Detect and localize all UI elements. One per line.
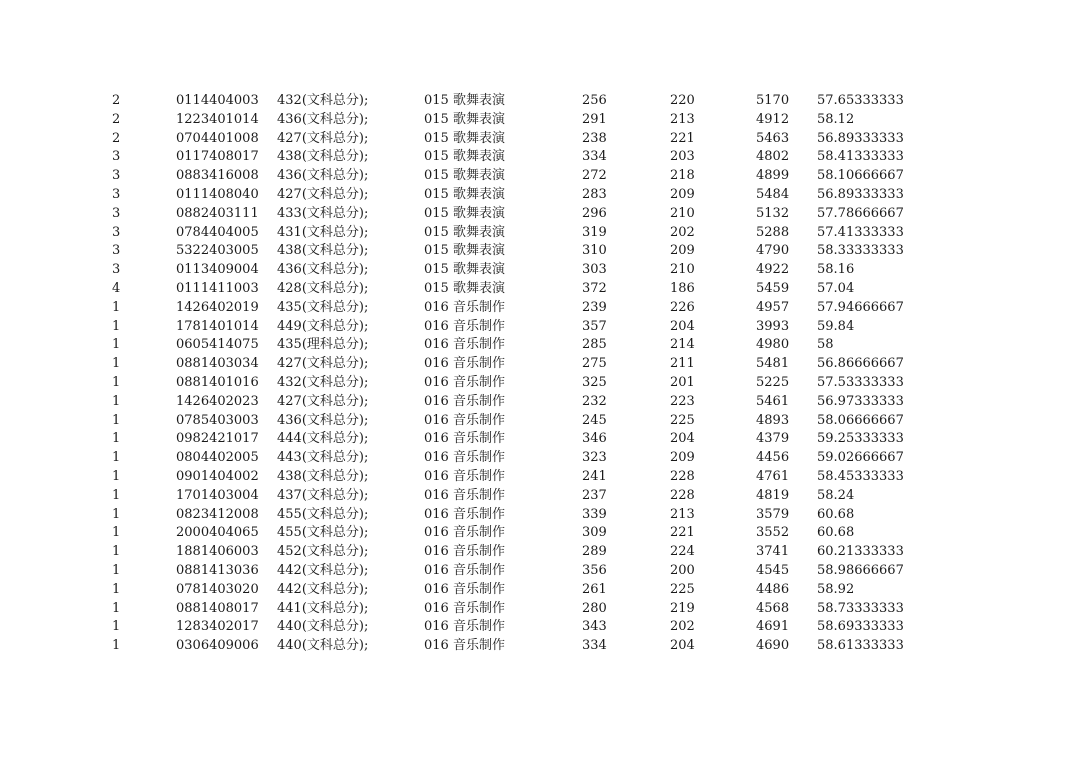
- table-cell: 58.69333333: [817, 619, 904, 635]
- table-row: [0, 186, 1080, 205]
- table-cell: 016 音乐制作: [424, 619, 505, 635]
- table-row: [0, 487, 1080, 506]
- table-cell: 221: [670, 525, 695, 541]
- table-cell: 3: [112, 224, 121, 240]
- table-cell: 58.61333333: [817, 638, 904, 654]
- table-cell: 58.33333333: [817, 243, 904, 259]
- table-row: [0, 430, 1080, 449]
- table-cell: 239: [582, 299, 607, 315]
- table-cell: 0881403034: [176, 356, 259, 372]
- table-cell: 202: [670, 619, 695, 635]
- table-cell: 289: [582, 544, 607, 560]
- table-cell: 1: [112, 544, 121, 560]
- table-cell: 1: [112, 450, 121, 466]
- table-cell: 016 音乐制作: [424, 412, 505, 428]
- table-cell: 60.68: [817, 506, 855, 522]
- table-cell: 224: [670, 544, 695, 560]
- table-cell: 016 音乐制作: [424, 468, 505, 484]
- table-cell: 015 歌舞表演: [424, 280, 505, 296]
- table-cell: 58.73333333: [817, 600, 904, 616]
- table-cell: 214: [670, 337, 695, 353]
- table-cell: 339: [582, 506, 607, 522]
- table-cell: 435(文科总分);: [277, 299, 369, 315]
- table-cell: 0111411003: [176, 280, 259, 296]
- table-cell: 0881413036: [176, 562, 259, 578]
- table-cell: 432(文科总分);: [277, 93, 369, 108]
- table-cell: 1: [112, 525, 121, 541]
- table-cell: 59.25333333: [817, 431, 904, 447]
- table-row: [0, 242, 1080, 261]
- table-cell: 0781403020: [176, 581, 259, 597]
- table-cell: 1: [112, 337, 121, 353]
- table-cell: 016 音乐制作: [424, 299, 505, 315]
- table-cell: 213: [670, 111, 695, 127]
- table-cell: 015 歌舞表演: [424, 93, 505, 108]
- table-row: [0, 280, 1080, 299]
- table-cell: 310: [582, 243, 607, 259]
- table-cell: 2: [112, 111, 121, 127]
- table-cell: 209: [670, 243, 695, 259]
- table-cell: 210: [670, 205, 695, 221]
- table-row: [0, 224, 1080, 243]
- table-cell: 0605414075: [176, 337, 259, 353]
- table-cell: 280: [582, 600, 607, 616]
- table-cell: 58.12: [817, 111, 855, 127]
- table-cell: 438(文科总分);: [277, 243, 369, 259]
- table-cell: 4545: [756, 562, 790, 578]
- table-cell: 435(理科总分);: [277, 337, 369, 353]
- table-cell: 3741: [756, 544, 790, 560]
- table-cell: 016 音乐制作: [424, 544, 505, 560]
- table-cell: 438(文科总分);: [277, 149, 369, 165]
- table-cell: 56.86666667: [817, 356, 904, 372]
- table-cell: 237: [582, 487, 607, 503]
- table-cell: 323: [582, 450, 607, 466]
- table-cell: 372: [582, 280, 607, 296]
- table-cell: 57.41333333: [817, 224, 904, 240]
- table-cell: 58.45333333: [817, 468, 904, 484]
- table-cell: 1: [112, 431, 121, 447]
- table-cell: 0114404003: [176, 93, 259, 108]
- table-cell: 357: [582, 318, 607, 334]
- table-cell: 59.84: [817, 318, 855, 334]
- table-row: [0, 393, 1080, 412]
- table-cell: 016 音乐制作: [424, 638, 505, 654]
- table-cell: 4790: [756, 243, 790, 259]
- table-cell: 309: [582, 525, 607, 541]
- table-cell: 0881408017: [176, 600, 259, 616]
- table-cell: 016 音乐制作: [424, 374, 505, 390]
- table-cell: 5481: [756, 356, 790, 372]
- table-cell: 1: [112, 318, 121, 334]
- table-cell: 226: [670, 299, 695, 315]
- table-cell: 334: [582, 638, 607, 654]
- table-cell: 285: [582, 337, 607, 353]
- table-row: [0, 449, 1080, 468]
- table-cell: 58.10666667: [817, 168, 904, 184]
- table-cell: 1: [112, 562, 121, 578]
- table-row: [0, 468, 1080, 487]
- table-row: [0, 299, 1080, 318]
- table-cell: 1: [112, 393, 121, 409]
- table-cell: 5132: [756, 205, 790, 221]
- table-row: [0, 581, 1080, 600]
- table-cell: 204: [670, 431, 695, 447]
- table-cell: 58.06666667: [817, 412, 904, 428]
- table-cell: 016 音乐制作: [424, 318, 505, 334]
- table-cell: 3552: [756, 525, 790, 541]
- table-cell: 440(文科总分);: [277, 619, 369, 635]
- table-cell: 4802: [756, 149, 790, 165]
- table-cell: 57.53333333: [817, 374, 904, 390]
- table-cell: 015 歌舞表演: [424, 205, 505, 221]
- table-cell: 58.16: [817, 262, 855, 278]
- table-cell: 5225: [756, 374, 790, 390]
- table-cell: 1283402017: [176, 619, 259, 635]
- table-cell: 4957: [756, 299, 790, 315]
- table-cell: 4379: [756, 431, 790, 447]
- table-cell: 2000404065: [176, 525, 259, 541]
- table-cell: 016 音乐制作: [424, 393, 505, 409]
- table-cell: 441(文科总分);: [277, 600, 369, 616]
- table-cell: 1: [112, 487, 121, 503]
- table-cell: 211: [670, 356, 695, 372]
- table-cell: 428(文科总分);: [277, 280, 369, 296]
- table-cell: 2: [112, 93, 121, 108]
- table-cell: 3: [112, 186, 121, 202]
- table-row: [0, 600, 1080, 619]
- table-cell: 232: [582, 393, 607, 409]
- table-cell: 015 歌舞表演: [424, 243, 505, 259]
- table-cell: 343: [582, 619, 607, 635]
- table-cell: 58: [817, 337, 834, 353]
- table-cell: 015 歌舞表演: [424, 262, 505, 278]
- table-cell: 4819: [756, 487, 790, 503]
- score-table: [0, 92, 1080, 656]
- table-cell: 436(文科总分);: [277, 111, 369, 127]
- table-cell: 016 音乐制作: [424, 525, 505, 541]
- table-cell: 436(文科总分);: [277, 262, 369, 278]
- table-cell: 346: [582, 431, 607, 447]
- table-cell: 218: [670, 168, 695, 184]
- table-cell: 57.04: [817, 280, 855, 296]
- table-cell: 4456: [756, 450, 790, 466]
- table-cell: 220: [670, 93, 695, 108]
- table-cell: 261: [582, 581, 607, 597]
- table-cell: 210: [670, 262, 695, 278]
- table-cell: 203: [670, 149, 695, 165]
- table-cell: 4899: [756, 168, 790, 184]
- table-cell: 437(文科总分);: [277, 487, 369, 503]
- table-cell: 221: [670, 130, 695, 146]
- table-row: [0, 205, 1080, 224]
- table-cell: 016 音乐制作: [424, 487, 505, 503]
- table-cell: 204: [670, 638, 695, 654]
- table-cell: 5484: [756, 186, 790, 202]
- table-cell: 334: [582, 149, 607, 165]
- table-cell: 319: [582, 224, 607, 240]
- table-cell: 1: [112, 412, 121, 428]
- table-cell: 1426402019: [176, 299, 259, 315]
- table-row: [0, 524, 1080, 543]
- table-cell: 0804402005: [176, 450, 259, 466]
- table-cell: 56.89333333: [817, 186, 904, 202]
- table-cell: 57.65333333: [817, 93, 904, 108]
- table-cell: 0306409006: [176, 638, 259, 654]
- table-cell: 436(文科总分);: [277, 412, 369, 428]
- table-cell: 5459: [756, 280, 790, 296]
- table-cell: 1: [112, 468, 121, 484]
- table-cell: 442(文科总分);: [277, 581, 369, 597]
- table-cell: 2: [112, 130, 121, 146]
- table-row: [0, 111, 1080, 130]
- table-cell: 225: [670, 581, 695, 597]
- table-cell: 4922: [756, 262, 790, 278]
- table-cell: 016 音乐制作: [424, 506, 505, 522]
- table-cell: 296: [582, 205, 607, 221]
- table-cell: 58.41333333: [817, 149, 904, 165]
- table-cell: 59.02666667: [817, 450, 904, 466]
- table-cell: 016 音乐制作: [424, 562, 505, 578]
- table-row: [0, 336, 1080, 355]
- table-cell: 204: [670, 318, 695, 334]
- table-row: [0, 355, 1080, 374]
- table-cell: 60.68: [817, 525, 855, 541]
- table-cell: 433(文科总分);: [277, 205, 369, 221]
- table-cell: 3993: [756, 318, 790, 334]
- table-cell: 209: [670, 186, 695, 202]
- table-cell: 431(文科总分);: [277, 224, 369, 240]
- table-cell: 5170: [756, 93, 790, 108]
- table-cell: 225: [670, 412, 695, 428]
- table-cell: 1881406003: [176, 544, 259, 560]
- table-cell: 427(文科总分);: [277, 356, 369, 372]
- table-cell: 213: [670, 506, 695, 522]
- table-cell: 325: [582, 374, 607, 390]
- table-cell: 5288: [756, 224, 790, 240]
- table-cell: 58.98666667: [817, 562, 904, 578]
- table-cell: 3: [112, 243, 121, 259]
- table-row: [0, 130, 1080, 149]
- table-cell: 4690: [756, 638, 790, 654]
- table-cell: 4568: [756, 600, 790, 616]
- table-row: [0, 167, 1080, 186]
- table-cell: 241: [582, 468, 607, 484]
- table-cell: 449(文科总分);: [277, 318, 369, 334]
- table-cell: 201: [670, 374, 695, 390]
- table-cell: 256: [582, 93, 607, 108]
- table-cell: 4912: [756, 111, 790, 127]
- table-row: [0, 506, 1080, 525]
- table-cell: 3: [112, 205, 121, 221]
- table-cell: 0882403111: [176, 205, 259, 221]
- table-cell: 444(文科总分);: [277, 431, 369, 447]
- table-cell: 1: [112, 638, 121, 654]
- table-cell: 58.24: [817, 487, 855, 503]
- table-cell: 1: [112, 374, 121, 390]
- table-cell: 1426402023: [176, 393, 259, 409]
- table-cell: 443(文科总分);: [277, 450, 369, 466]
- table-cell: 1: [112, 506, 121, 522]
- table-cell: 438(文科总分);: [277, 468, 369, 484]
- table-cell: 1: [112, 600, 121, 616]
- table-cell: 455(文科总分);: [277, 506, 369, 522]
- table-cell: 0823412008: [176, 506, 259, 522]
- table-cell: 427(文科总分);: [277, 393, 369, 409]
- table-row: [0, 148, 1080, 167]
- table-cell: 291: [582, 111, 607, 127]
- table-cell: 56.97333333: [817, 393, 904, 409]
- table-row: [0, 412, 1080, 431]
- table-cell: 0784404005: [176, 224, 259, 240]
- table-cell: 3579: [756, 506, 790, 522]
- table-cell: 200: [670, 562, 695, 578]
- table-cell: 209: [670, 450, 695, 466]
- table-cell: 016 音乐制作: [424, 431, 505, 447]
- table-cell: 5461: [756, 393, 790, 409]
- table-cell: 4893: [756, 412, 790, 428]
- table-cell: 016 音乐制作: [424, 450, 505, 466]
- table-cell: 202: [670, 224, 695, 240]
- table-cell: 440(文科总分);: [277, 638, 369, 654]
- table-cell: 1: [112, 581, 121, 597]
- table-cell: 4: [112, 280, 121, 296]
- table-cell: 436(文科总分);: [277, 168, 369, 184]
- table-cell: 427(文科总分);: [277, 186, 369, 202]
- table-cell: 0117408017: [176, 149, 259, 165]
- table-cell: 57.94666667: [817, 299, 904, 315]
- table-cell: 427(文科总分);: [277, 130, 369, 146]
- table-row: [0, 562, 1080, 581]
- table-cell: 4486: [756, 581, 790, 597]
- table-cell: 442(文科总分);: [277, 562, 369, 578]
- table-cell: 4691: [756, 619, 790, 635]
- table-row: [0, 618, 1080, 637]
- table-row: [0, 637, 1080, 656]
- table-row: [0, 318, 1080, 337]
- table-cell: 015 歌舞表演: [424, 186, 505, 202]
- table-cell: 60.21333333: [817, 544, 904, 560]
- table-cell: 0883416008: [176, 168, 259, 184]
- table-cell: 5322403005: [176, 243, 259, 259]
- table-cell: 0704401008: [176, 130, 259, 146]
- table-cell: 3: [112, 149, 121, 165]
- table-cell: 58.92: [817, 581, 855, 597]
- table-cell: 275: [582, 356, 607, 372]
- table-cell: 1701403004: [176, 487, 259, 503]
- table-cell: 1781401014: [176, 318, 259, 334]
- table-cell: 015 歌舞表演: [424, 168, 505, 184]
- table-cell: 3: [112, 262, 121, 278]
- table-cell: 015 歌舞表演: [424, 224, 505, 240]
- table-cell: 238: [582, 130, 607, 146]
- table-row: [0, 92, 1080, 111]
- table-row: [0, 261, 1080, 280]
- table-cell: 015 歌舞表演: [424, 111, 505, 127]
- table-cell: 4761: [756, 468, 790, 484]
- table-cell: 245: [582, 412, 607, 428]
- table-cell: 016 音乐制作: [424, 356, 505, 372]
- table-cell: 1: [112, 299, 121, 315]
- table-row: [0, 543, 1080, 562]
- table-cell: 356: [582, 562, 607, 578]
- table-cell: 56.89333333: [817, 130, 904, 146]
- table-cell: 283: [582, 186, 607, 202]
- table-cell: 1223401014: [176, 111, 259, 127]
- table-cell: 186: [670, 280, 695, 296]
- table-cell: 0982421017: [176, 431, 259, 447]
- table-cell: 015 歌舞表演: [424, 130, 505, 146]
- table-cell: 303: [582, 262, 607, 278]
- table-cell: 016 音乐制作: [424, 337, 505, 353]
- table-cell: 015 歌舞表演: [424, 149, 505, 165]
- table-cell: 3: [112, 168, 121, 184]
- table-cell: 1: [112, 619, 121, 635]
- table-cell: 219: [670, 600, 695, 616]
- table-cell: 432(文科总分);: [277, 374, 369, 390]
- table-cell: 228: [670, 468, 695, 484]
- table-cell: 272: [582, 168, 607, 184]
- table-cell: 5463: [756, 130, 790, 146]
- table-cell: 1: [112, 356, 121, 372]
- table-cell: 228: [670, 487, 695, 503]
- table-cell: 57.78666667: [817, 205, 904, 221]
- table-cell: 016 音乐制作: [424, 600, 505, 616]
- table-cell: 0881401016: [176, 374, 259, 390]
- table-cell: 4980: [756, 337, 790, 353]
- table-cell: 0113409004: [176, 262, 259, 278]
- table-cell: 016 音乐制作: [424, 581, 505, 597]
- table-cell: 452(文科总分);: [277, 544, 369, 560]
- table-cell: 0111408040: [176, 186, 259, 202]
- table-row: [0, 374, 1080, 393]
- table-cell: 0785403003: [176, 412, 259, 428]
- table-cell: 455(文科总分);: [277, 525, 369, 541]
- table-cell: 223: [670, 393, 695, 409]
- table-cell: 0901404002: [176, 468, 259, 484]
